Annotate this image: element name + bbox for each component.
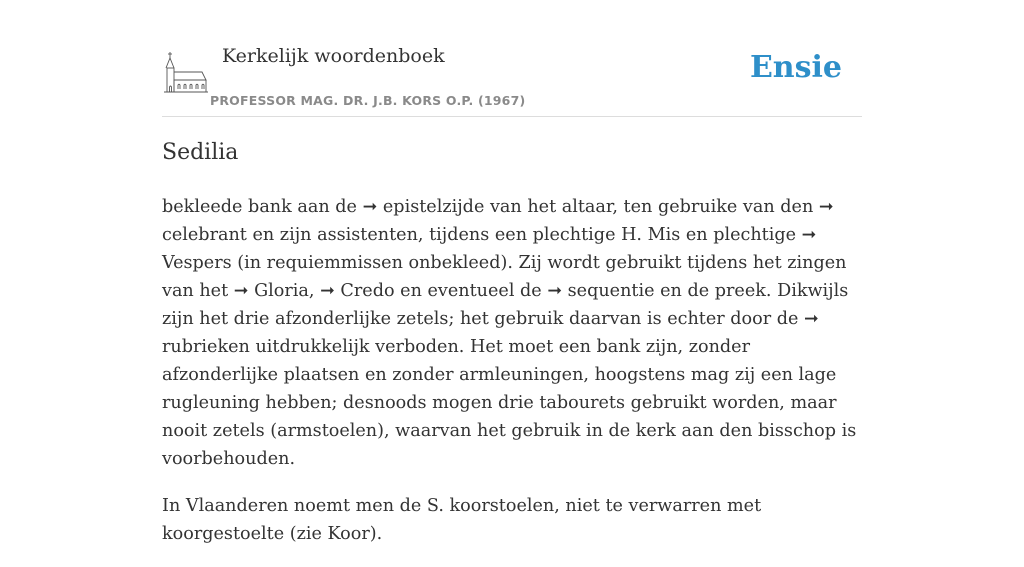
dictionary-title[interactable]: Kerkelijk woordenboek bbox=[222, 45, 445, 67]
ensie-logo[interactable]: Ensie bbox=[749, 50, 842, 85]
cross-reference-link[interactable]: ➞ epistelzijde bbox=[362, 197, 485, 217]
entry-body bbox=[162, 193, 867, 567]
cross-reference-link[interactable]: ➞ celebrant bbox=[162, 197, 834, 245]
cross-reference-link[interactable]: ➞ Vespers bbox=[162, 225, 817, 273]
dictionary-header bbox=[162, 0, 862, 117]
dictionary-author: PROFESSOR MAG. DR. J.B. KORS O.P. (1967) bbox=[210, 93, 526, 108]
cross-reference-link[interactable]: ➞ Credo bbox=[320, 281, 395, 301]
church-icon bbox=[164, 50, 208, 94]
cross-reference-link[interactable]: ➞ Gloria bbox=[233, 281, 309, 301]
entry-title: Sedilia bbox=[162, 140, 239, 165]
entry-paragraph: In Vlaanderen noemt men de S. koorstoelen, niet te verwarren met koorgestoelte (zie Koor). bbox=[162, 496, 762, 544]
cross-reference-link[interactable]: ➞ sequentie bbox=[547, 281, 655, 301]
cross-reference-link[interactable]: ➞ rubrieken bbox=[162, 309, 819, 357]
entry-paragraph: bekleede bank aan de ➞ epistelzijde van het altaar, ten gebruike van den ➞ celebrant en zijn assistenten, tijdens een plechtige H. Mis en plechtige ➞ Vespers (in requiemmissen onbekleed). Zij wordt gebruikt tijdens het zingen van het ➞ Gloria, ➞ Credo en eventueel de ➞ sequentie en de preek. Dikwijls zijn het drie afzonderlijke zetels; het gebruik daarvan is echter door de ➞ rubrieken uitdrukkelijk verboden. Het moet een bank zijn, zonder afzonderlijke plaatsen en zonder armleuningen, hoogstens mag zij een lage rugleuning hebben; desnoods mogen drie tabourets gebruikt worden, maar nooit zetels (armstoelen), waarvan het gebruik in de kerk aan den bisschop is voorbehouden. bbox=[162, 197, 857, 469]
